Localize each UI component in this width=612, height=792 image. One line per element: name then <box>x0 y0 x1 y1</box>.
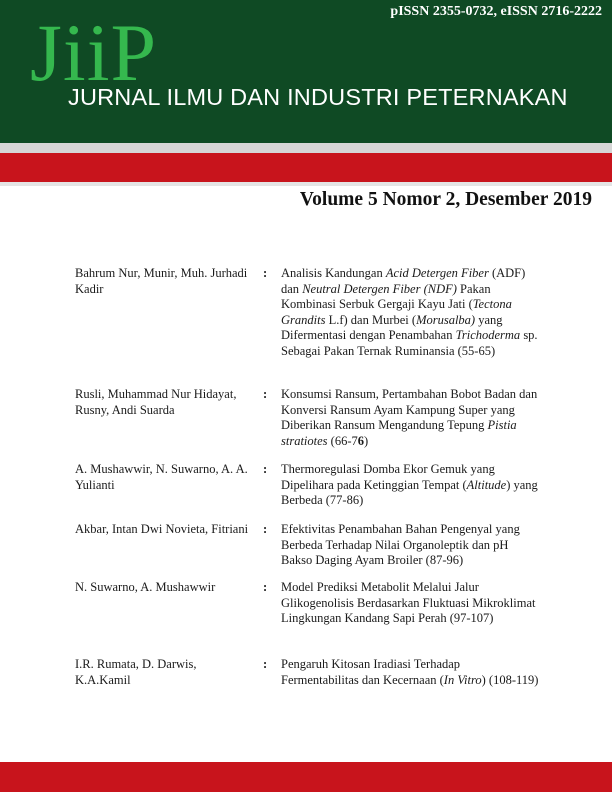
separator: : <box>263 657 268 671</box>
title-run: ) yang Berbeda (77-86) <box>281 477 538 507</box>
article-title[interactable] <box>281 522 539 569</box>
title-run: Altitude <box>466 477 507 492</box>
footer-band <box>0 762 612 792</box>
title-run: Konsumsi Ransum, Pertambahan Bobot Badan dan Konversi Ransum Ayam Kampung Super yang Diberikan Ransum Mengandung Tepung <box>281 387 538 432</box>
issn-label: pISSN 2355-0732, eISSN 2716-2222 <box>390 4 602 19</box>
article-title[interactable] <box>281 266 539 359</box>
title-run: ) <box>364 433 369 448</box>
title-run: Pengaruh Kitosan Iradiasi Terhadap Fermentabilitas dan Kecernaan ( <box>281 657 461 687</box>
separator: : <box>263 387 268 401</box>
title-run: Efektivitas Penambahan Bahan Pengenyal yang Berbeda Terhadap Nilai Organoleptik dan pH Bakso Daging Ayam Broiler (87-96) <box>281 522 520 567</box>
title-run: Model Prediksi Metabolit Melalui Jalur Glikogenolisis Berdasarkan Fluktuasi Mikroklimat Lingkungan Kandang Sapi Perah (97-107) <box>281 580 536 625</box>
separator: : <box>263 522 268 536</box>
title-run: (66-7 <box>327 433 358 448</box>
title-run: Pistia stratiotes <box>281 418 517 448</box>
red-band <box>0 153 612 182</box>
gray-stripe-lower <box>0 182 612 186</box>
article-title[interactable] <box>281 580 539 627</box>
separator: : <box>263 462 268 476</box>
article-title[interactable] <box>281 462 539 509</box>
article-authors: Bahrum Nur, Munir, Muh. Jurhadi Kadir <box>75 266 248 296</box>
article-authors: Akbar, Intan Dwi Novieta, Fitriani <box>75 522 249 536</box>
article-title[interactable] <box>281 387 539 449</box>
article-authors: N. Suwarno, A. Mushawwir <box>75 580 216 594</box>
title-run: L.f) dan Murbei ( <box>325 312 417 327</box>
issue-label: Volume 5 Nomor 2, Desember 2019 <box>299 189 592 210</box>
title-run: (ADF) dan <box>281 266 526 296</box>
title-run: Analisis Kandungan <box>281 266 386 280</box>
gray-stripe <box>0 143 612 153</box>
separator: : <box>263 580 268 594</box>
title-run: Trichoderma <box>455 328 521 342</box>
title-run: Tectona Grandits <box>281 297 512 327</box>
article-authors: I.R. Rumata, D. Darwis, K.A.Kamil <box>75 657 197 687</box>
separator: : <box>263 266 268 280</box>
cover-header <box>0 0 612 143</box>
title-run: Thermoregulasi Domba Ekor Gemuk yang Dipelihara pada Ketinggian Tempat ( <box>281 462 495 492</box>
journal-logo: JiiP <box>30 7 158 98</box>
article-authors: A. Mushawwir, N. Suwarno, A. A. Yulianti <box>75 462 248 492</box>
title-run: Pakan Kombinasi Serbuk Gergaji Kayu Jati ( <box>281 281 491 311</box>
title-run: sp. Sebagai Pakan Ternak Ruminansia (55-65) <box>281 328 538 358</box>
journal-name: JURNAL ILMU DAN INDUSTRI PETERNAKAN <box>68 84 568 110</box>
article-authors: Rusli, Muhammad Nur Hidayat, Rusny, Andi Suarda <box>75 387 237 417</box>
title-run: ) (108-119) <box>481 672 539 687</box>
title-run: Neutral Detergen Fiber (NDF) <box>302 281 457 296</box>
title-run: In Vitro <box>443 672 482 687</box>
title-run: 6 <box>357 433 364 448</box>
article-title[interactable] <box>281 657 539 688</box>
title-run: yang Difermentasi dengan Penambahan <box>281 312 503 342</box>
title-run: Acid Detergen Fiber <box>385 266 489 280</box>
title-run: Morusalba) <box>416 312 476 327</box>
